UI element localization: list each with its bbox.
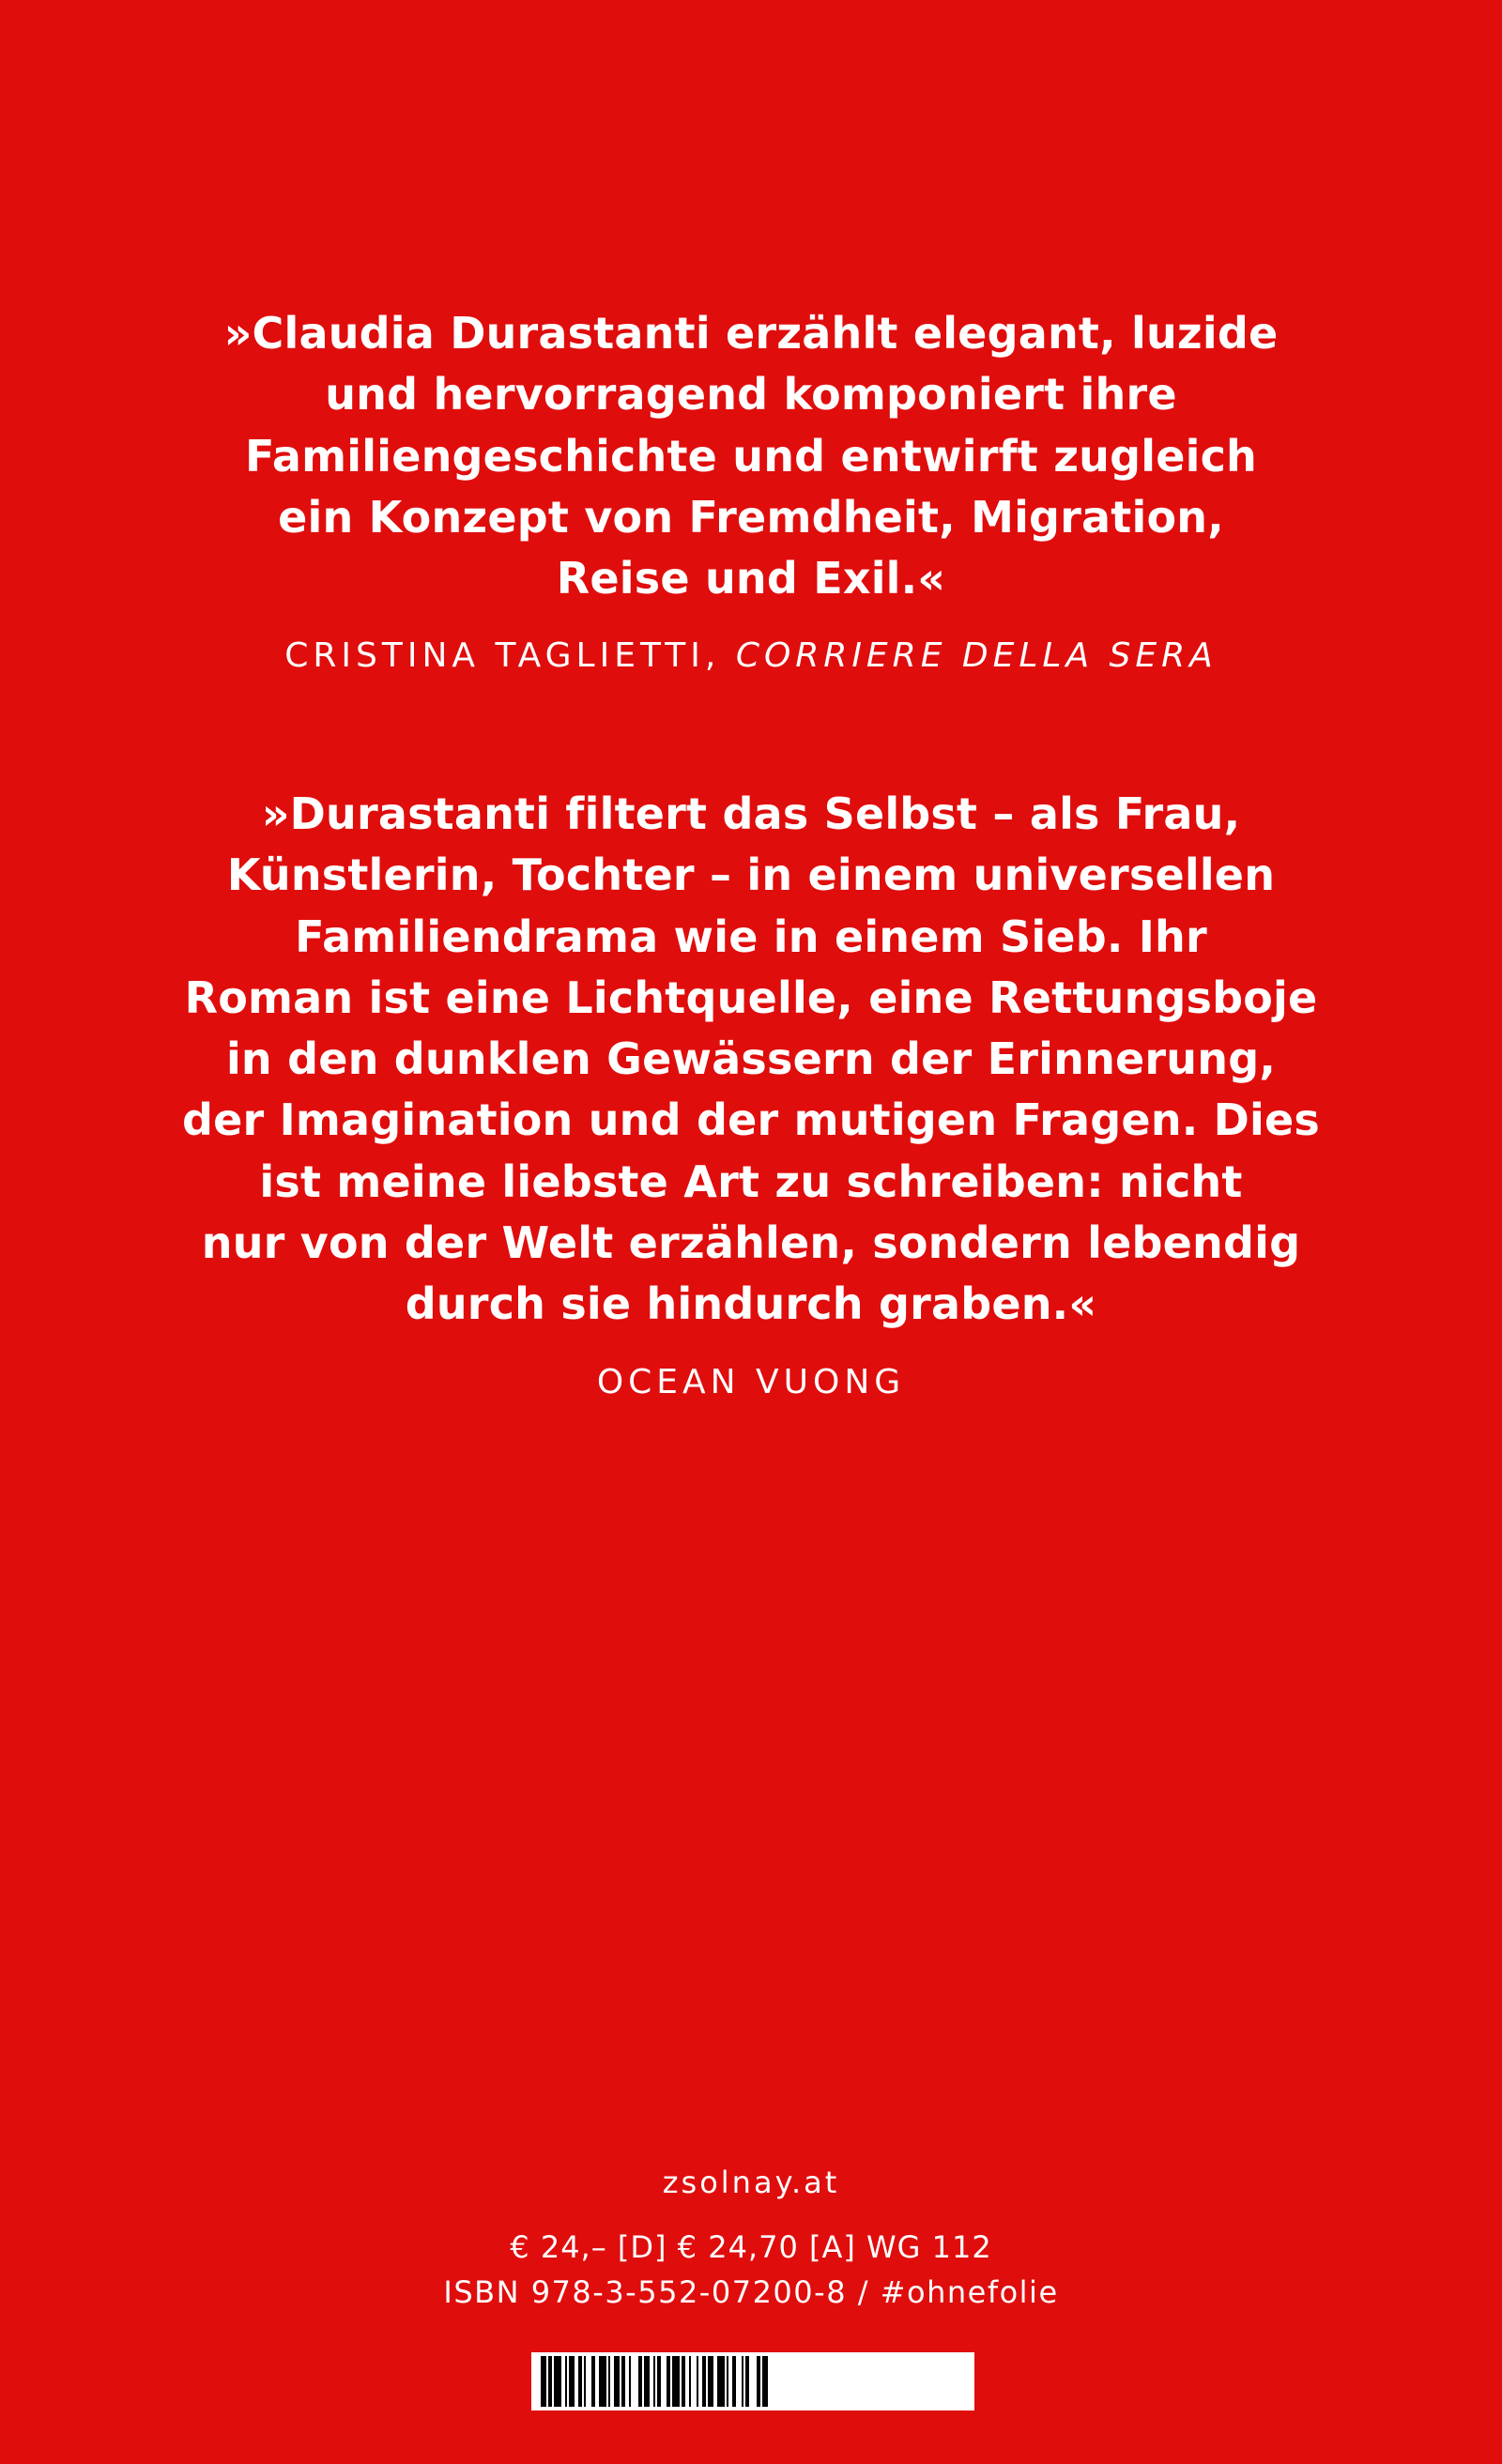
quote-2-line: Familiendrama wie in einem Sieb. Ihr — [295, 911, 1207, 962]
quote-2-line: ist meine liebste Art zu schreiben: nicht — [259, 1155, 1243, 1207]
barcode-bar — [757, 2356, 760, 2407]
barcode-bar — [717, 2356, 725, 2407]
quote-1-line: »Claudia Durastanti erzählt elegant, luzide — [223, 308, 1279, 359]
publisher-website: zsolnay.at — [662, 2165, 840, 2200]
barcode-bar — [708, 2356, 713, 2407]
barcode-bar — [657, 2356, 661, 2407]
price-info: € 24,– [D] € 24,70 [A] WG 112 — [510, 2229, 992, 2265]
barcode-bar — [653, 2356, 655, 2407]
barcode-bar — [682, 2356, 685, 2407]
quote-1-line: ein Konzept von Fremdheit, Migration, — [278, 491, 1224, 543]
barcode — [531, 2352, 974, 2410]
quote-2-line: nur von der Welt erzählen, sondern lebendig — [201, 1217, 1301, 1269]
quote-1-attribution — [0, 636, 1502, 675]
barcode-bar — [548, 2356, 552, 2407]
barcode-bar — [569, 2356, 575, 2407]
quote-1-line: Reise und Exil.« — [556, 553, 946, 605]
quote-2-line: Roman ist eine Lichtquelle, eine Rettungsboje — [184, 972, 1318, 1023]
barcode-bar — [578, 2356, 582, 2407]
barcode-bar — [621, 2356, 625, 2407]
barcode-bar — [762, 2356, 768, 2407]
quote-2-line: Künstlerin, Tochter – in einem universellen — [226, 849, 1276, 901]
quote-1-line: und hervorragend komponiert ihre — [325, 369, 1177, 421]
quote-2-attribution — [0, 1363, 1502, 1401]
barcode-bar — [727, 2356, 728, 2407]
quote-1-author: CRISTINA TAGLIETTI, — [284, 636, 721, 675]
quote-2 — [0, 784, 1502, 1336]
barcode-bar — [742, 2356, 743, 2407]
barcode-bar — [697, 2356, 698, 2407]
barcode-bar — [745, 2356, 749, 2407]
barcode-bar — [702, 2356, 706, 2407]
barcode-bar — [565, 2356, 567, 2407]
barcode-bar — [644, 2356, 650, 2407]
isbn-info: ISBN 978-3-552-07200-8 / #ohnefolie — [443, 2274, 1059, 2310]
quote-1 — [0, 303, 1502, 609]
barcode-bar — [554, 2356, 561, 2407]
quote-1-line: Familiengeschichte und entwirft zugleich — [245, 430, 1257, 482]
barcode-bar — [667, 2356, 670, 2407]
barcode-bar — [608, 2356, 610, 2407]
barcode-bar — [541, 2356, 546, 2407]
barcode-bar — [584, 2356, 586, 2407]
barcode-bar — [629, 2356, 631, 2407]
quote-2-line: der Imagination und der mutigen Fragen. Dies — [181, 1094, 1320, 1146]
barcode-bar — [614, 2356, 620, 2407]
quote-2-author: OCEAN VUONG — [596, 1363, 906, 1401]
quote-2-line: durch sie hindurch graben.« — [405, 1278, 1097, 1330]
quote-2-line: »Durastanti filtert das Selbst – als Frau, — [261, 788, 1241, 839]
quote-2-line: in den dunklen Gewässern der Erinnerung, — [225, 1033, 1277, 1085]
barcode-bar — [732, 2356, 736, 2407]
barcode-bar — [689, 2356, 691, 2407]
barcode-graphic — [531, 2352, 974, 2410]
barcode-bar — [638, 2356, 642, 2407]
barcode-bar — [672, 2356, 680, 2407]
barcode-bar — [599, 2356, 606, 2407]
quote-1-source: CORRIERE DELLA SERA — [735, 636, 1218, 675]
barcode-bar — [591, 2356, 595, 2407]
